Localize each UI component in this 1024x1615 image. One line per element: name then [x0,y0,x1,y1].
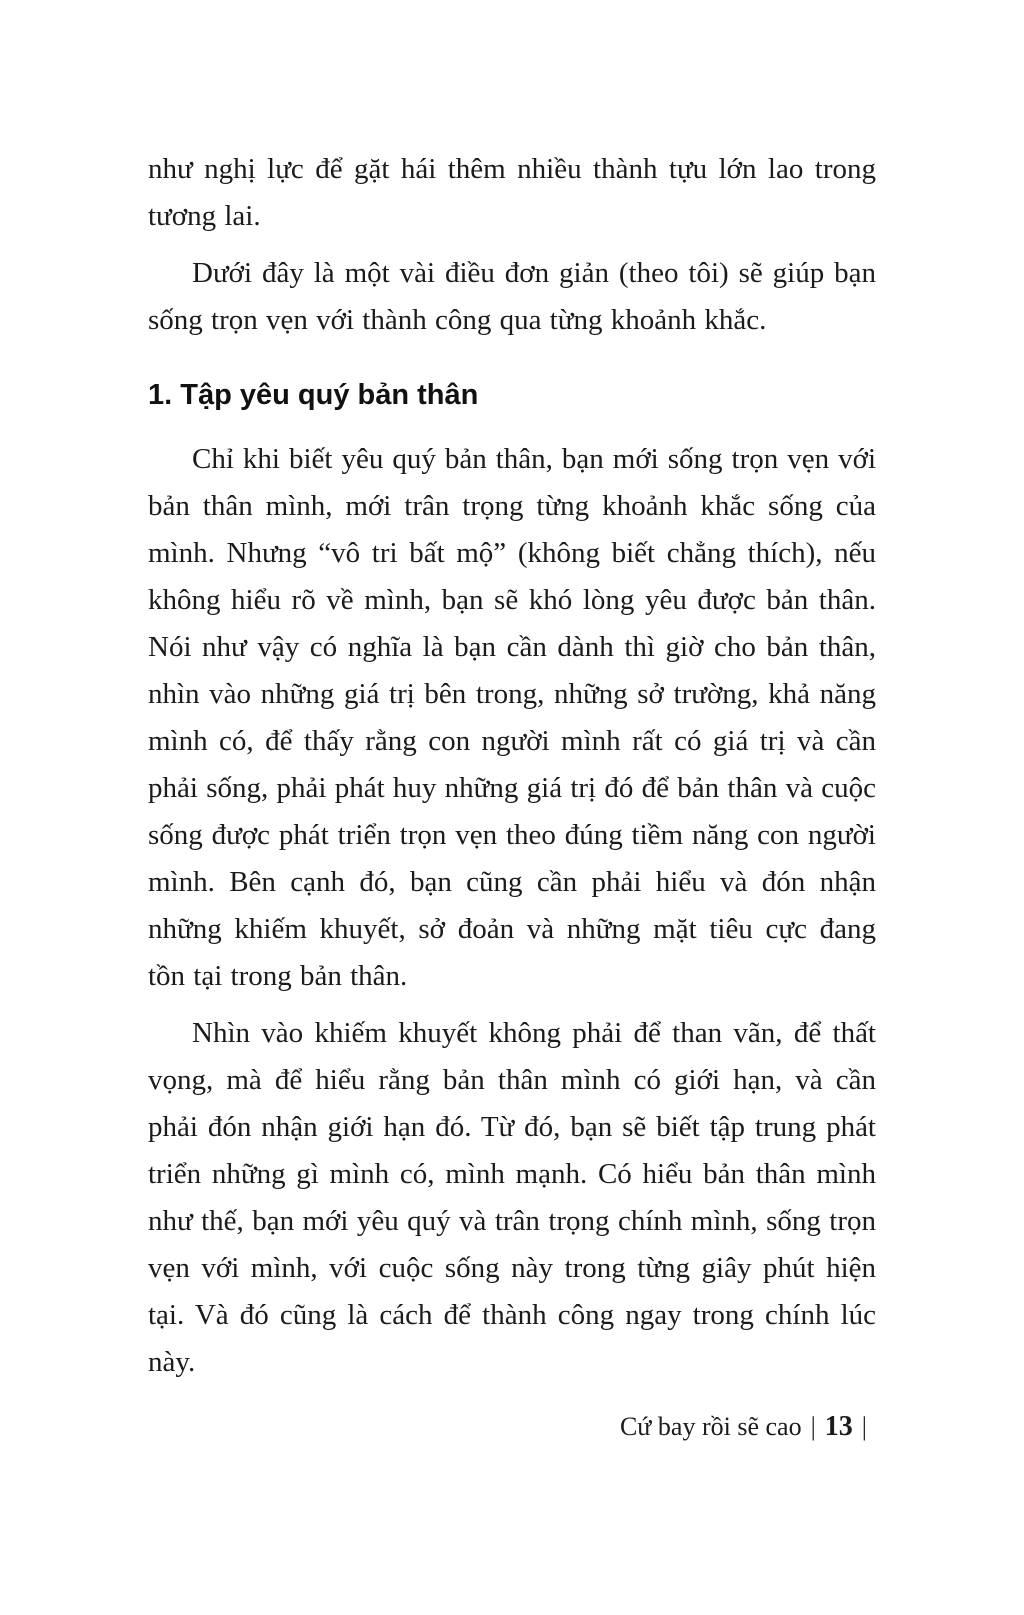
page-content [148,146,876,1396]
footer-separator: | [861,1412,867,1441]
section-heading: 1. Tập yêu quý bản thân [148,379,479,411]
footer-page-number: 13 [824,1411,853,1442]
footer-book-title: Cứ bay rồi sẽ cao [619,1412,802,1441]
page-footer [148,1411,876,1443]
paragraph: Dưới đây là một vài điều đơn giản (theo tôi) sẽ giúp bạn sống trọn vẹn với thành công qua từng khoảnh khắc. [148,257,876,336]
paragraph: như nghị lực để gặt hái thêm nhiều thành tựu lớn lao trong tương lai. [148,153,876,232]
paragraph: Nhìn vào khiếm khuyết không phải để than vãn, để thất vọng, mà để hiểu rằng bản thân mình có giới hạn, và cần phải đón nhận giới hạn đó. Từ đó, bạn sẽ biết tập trung phát triển những gì mình có, mình mạnh. Có hiểu bản thân mình như thế, bạn mới yêu quý và trân trọng chính mình, sống trọn vẹn với mình, với cuộc sống này trong từng giây phút hiện tại. Và đó cũng là cách để thành công ngay trong chính lúc này. [148,1017,876,1378]
footer-separator: | [810,1412,816,1441]
paragraph: Chỉ khi biết yêu quý bản thân, bạn mới sống trọn vẹn với bản thân mình, mới trân trọng từng khoảnh khắc sống của mình. Nhưng “vô tri bất mộ” (không biết chẳng thích), nếu không hiểu rõ về mình, bạn sẽ khó lòng yêu được bản thân. Nói như vậy có nghĩa là bạn cần dành thì giờ cho bản thân, nhìn vào những giá trị bên trong, những sở trường, khả năng mình có, để thấy rằng con người mình rất có giá trị và cần phải sống, phải phát huy những giá trị đó để bản thân và cuộc sống được phát triển trọn vẹn theo đúng tiềm năng con người mình. Bên cạnh đó, bạn cũng cần phải hiểu và đón nhận những khiếm khuyết, sở đoản và những mặt tiêu cực đang tồn tại trong bản thân. [148,443,876,992]
